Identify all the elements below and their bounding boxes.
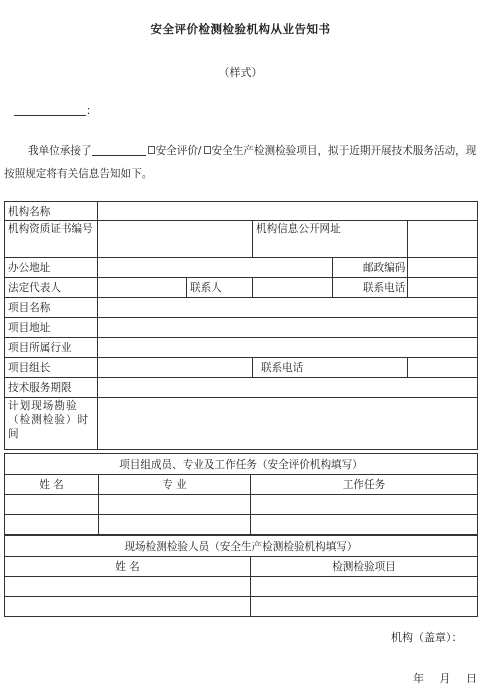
field-contact-phone[interactable] [408, 278, 478, 298]
label-info-site: 机构信息公开网址 [253, 221, 408, 258]
inspectors-cell[interactable] [5, 597, 251, 617]
inspectors-cell[interactable] [5, 577, 251, 597]
members-cell[interactable] [251, 515, 478, 535]
members-col-task: 工作任务 [251, 475, 478, 495]
intro-text-1: 我单位承接了 [28, 145, 92, 157]
label-office-addr: 办公地址 [5, 258, 98, 278]
inspectors-header: 现场检测检验人员（安全生产检测检验机构填写） [5, 536, 478, 557]
field-service-period[interactable] [98, 378, 478, 398]
members-col-name: 姓 名 [5, 475, 99, 495]
inspectors-cell[interactable] [251, 597, 478, 617]
label-service-period: 技术服务期限 [5, 378, 98, 398]
members-col-major: 专 业 [99, 475, 251, 495]
checkbox-safety-evaluation[interactable] [148, 146, 155, 154]
label-project-addr: 项目地址 [5, 318, 98, 338]
members-cell[interactable] [5, 495, 99, 515]
label-cert-no: 机构资质证书编号 [5, 221, 98, 258]
field-project-name[interactable] [98, 298, 478, 318]
inspectors-cell[interactable] [251, 577, 478, 597]
intro-text-2: 安全评价/ [155, 145, 202, 157]
inspectors-col-item: 检测检验项目 [251, 557, 478, 577]
inspectors-col-name: 姓 名 [5, 557, 251, 577]
label-postcode: 邮政编码 [333, 258, 408, 278]
label-survey-time: 计划现场勘验（检测检验）时间 [5, 398, 98, 450]
inspectors-table [4, 535, 478, 617]
field-project-addr[interactable] [98, 318, 478, 338]
field-survey-time[interactable] [98, 398, 478, 450]
date-label: 年 月 日 [413, 672, 477, 685]
addressee-blank[interactable] [14, 104, 86, 116]
addressee-line [14, 102, 97, 118]
members-table-body [4, 453, 478, 535]
label-team-leader: 项目组长 [5, 358, 98, 378]
members-cell[interactable] [251, 495, 478, 515]
intro-text-3: 安全生产检测检验项目，拟于近期开展技术服务活动，现按照规定将有关信息告知如下。 [4, 145, 477, 180]
field-team-leader[interactable] [98, 358, 253, 378]
checkbox-inspection[interactable] [204, 146, 211, 154]
field-info-site[interactable] [408, 221, 478, 258]
field-office-addr[interactable] [98, 258, 333, 278]
field-leader-phone[interactable] [408, 358, 478, 378]
field-org-name[interactable] [98, 202, 478, 221]
label-project-industry: 项目所属行业 [5, 338, 98, 358]
field-project-industry[interactable] [98, 338, 478, 358]
label-contact-phone: 联系电话 [333, 278, 408, 298]
intro-paragraph [4, 140, 478, 186]
signature-label: 机构（盖章）： [391, 631, 463, 644]
label-contact: 联系人 [187, 278, 253, 298]
field-contact[interactable] [253, 278, 333, 298]
field-postcode[interactable] [408, 258, 478, 278]
org-info-table [4, 201, 478, 450]
field-legal-rep[interactable] [98, 278, 187, 298]
label-legal-rep: 法定代表人 [5, 278, 98, 298]
members-cell[interactable] [99, 515, 251, 535]
label-leader-phone: 联系电话 [253, 358, 408, 378]
members-cell[interactable] [99, 495, 251, 515]
addressee-colon: ： [86, 104, 97, 117]
members-header: 项目组成员、专业及工作任务（安全评价机构填写） [5, 454, 478, 475]
page-title: 安全评价检测检验机构从业告知书 [150, 22, 331, 36]
project-blank[interactable] [92, 144, 146, 156]
label-org-name: 机构名称 [5, 202, 98, 221]
page-subtitle: （样式） [218, 66, 263, 79]
members-cell[interactable] [5, 515, 99, 535]
field-cert-no[interactable] [98, 221, 253, 258]
label-project-name: 项目名称 [5, 298, 98, 318]
